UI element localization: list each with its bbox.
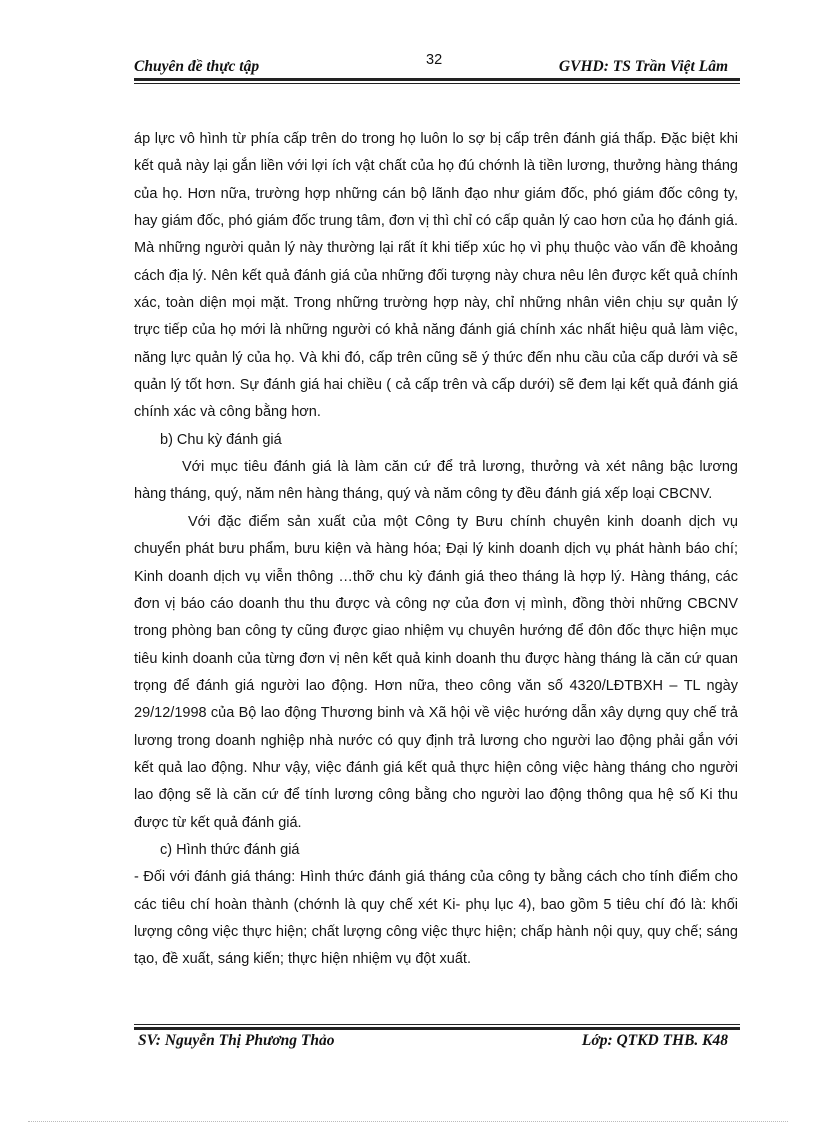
page-number: 32	[426, 52, 443, 68]
page-bottom-edge	[28, 1121, 788, 1122]
page-header	[134, 52, 740, 78]
paragraph-evaluation-cycle: Với đặc điểm sản xuất của một Công ty Bưu chính chuyên kinh doanh dịch vụ chuyển phát bưu phẩm, bưu kiện và hàng hóa; Đại lý kinh doanh dịch vụ phát hành báo chí; Kinh doanh dịch vụ viễn thông …thỡ chu kỳ đánh giá theo tháng là hợp lý. Hàng tháng, các đơn vị báo cáo doanh thu thu được và công nợ của đơn vị mình, đồng thời những CBCNV trong phòng ban công ty cũng được giao nhiệm vụ chuyên hướng để đôn đốc thực hiện mục tiêu kinh doanh của từng đơn vị nên kết quả kinh doanh thu được hàng tháng là căn cứ quan trọng để đánh giá người lao động. Hơn nữa, theo công văn số 4320/LĐTBXH – TL ngày 29/12/1998 của Bộ lao động Thương binh và Xã hội về việc hướng dẫn xây dựng quy chế trả lương trong doanh nghiệp nhà nước có quy định trả lương cho người lao động phải gắn với kết quả lao động. Như vậy, việc đánh giá kết quả thực hiện công việc hàng tháng cho người lao động sẽ là căn cứ để tính lương công bằng cho người lao động thông qua hệ số Ki thu được từ kết quả đánh giá.	[134, 513, 738, 831]
footer-class: Lớp: QTKD THB. K48	[581, 1032, 728, 1049]
paragraph-evaluation-objective: Với mục tiêu đánh giá là làm căn cứ để trả lương, thưởng và xét nâng bậc lương hàng tháng, quý, năm nên hàng tháng, quý và năm công ty đều đánh giá xếp loại CBCNV.	[134, 459, 738, 503]
page-footer	[134, 1032, 740, 1056]
section-b-heading: b) Chu kỳ đánh giá	[160, 431, 282, 448]
header-rule-thin	[134, 83, 740, 84]
header-supervisor: GVHD: TS Trần Việt Lâm	[558, 58, 728, 75]
section-c-heading: c) Hình thức đánh giá	[160, 841, 300, 858]
footer-rule-thin	[134, 1024, 740, 1025]
document-body	[134, 126, 738, 974]
footer-rule-thick	[134, 1027, 740, 1030]
header-document-title: Chuyên đề thực tập	[134, 58, 260, 75]
footer-student-name: SV: Nguyễn Thị Phương Thảo	[138, 1032, 335, 1049]
paragraph-evaluation-pressure: áp lực vô hình từ phía cấp trên do trong họ luôn lo sợ bị cấp trên đánh giá thấp. Đặc biệt khi kết quả này lại gắn liền với lợi ích vật chất của họ đú chớnh là tiền lương, thưởng hàng tháng của họ. Hơn nữa, trường hợp những cán bộ lãnh đạo như giám đốc, phó giám đốc công ty, hay giám đốc, phó giám đốc trung tâm, đơn vị thì chỉ có cấp quản lý cao hơn của họ đánh giá. Mà những người quản lý này thường lại rất ít khi tiếp xúc họ vì phụ thuộc vào vấn đề khoảng cách địa lý. Nên kết quả đánh giá của những đối tượng này chưa nêu lên được kết quả chính xác, toàn diện mọi mặt. Trong những trường hợp này, chỉ những nhân viên chịu sự quản lý trực tiếp của họ mới là những người có khả năng đánh giá chính xác nhất hiệu quả làm việc, năng lực quản lý của họ. Và khi đó, cấp trên cũng sẽ ý thức đến nhu cầu của cấp dưới và sẽ quản lý tốt hơn. Sự đánh giá hai chiều ( cả cấp trên và cấp dưới) sẽ đem lại kết quả đánh giá chính xác và công bằng hơn.	[134, 131, 738, 421]
paragraph-monthly-evaluation: - Đối với đánh giá tháng: Hình thức đánh giá tháng của công ty bằng cách cho tính điểm cho các tiêu chí hoàn thành (chớnh là quy chế xét Ki- phụ lục 4), bao gồm 5 tiêu chí đó là: khối lượng công việc thực hiện; chất lượng công việc thực hiện; chấp hành nội quy, quy chế; sáng tạo, đề xuất, sáng kiến; thực hiện nhiệm vụ đột xuất.	[134, 869, 738, 968]
header-rule-thick	[134, 78, 740, 81]
